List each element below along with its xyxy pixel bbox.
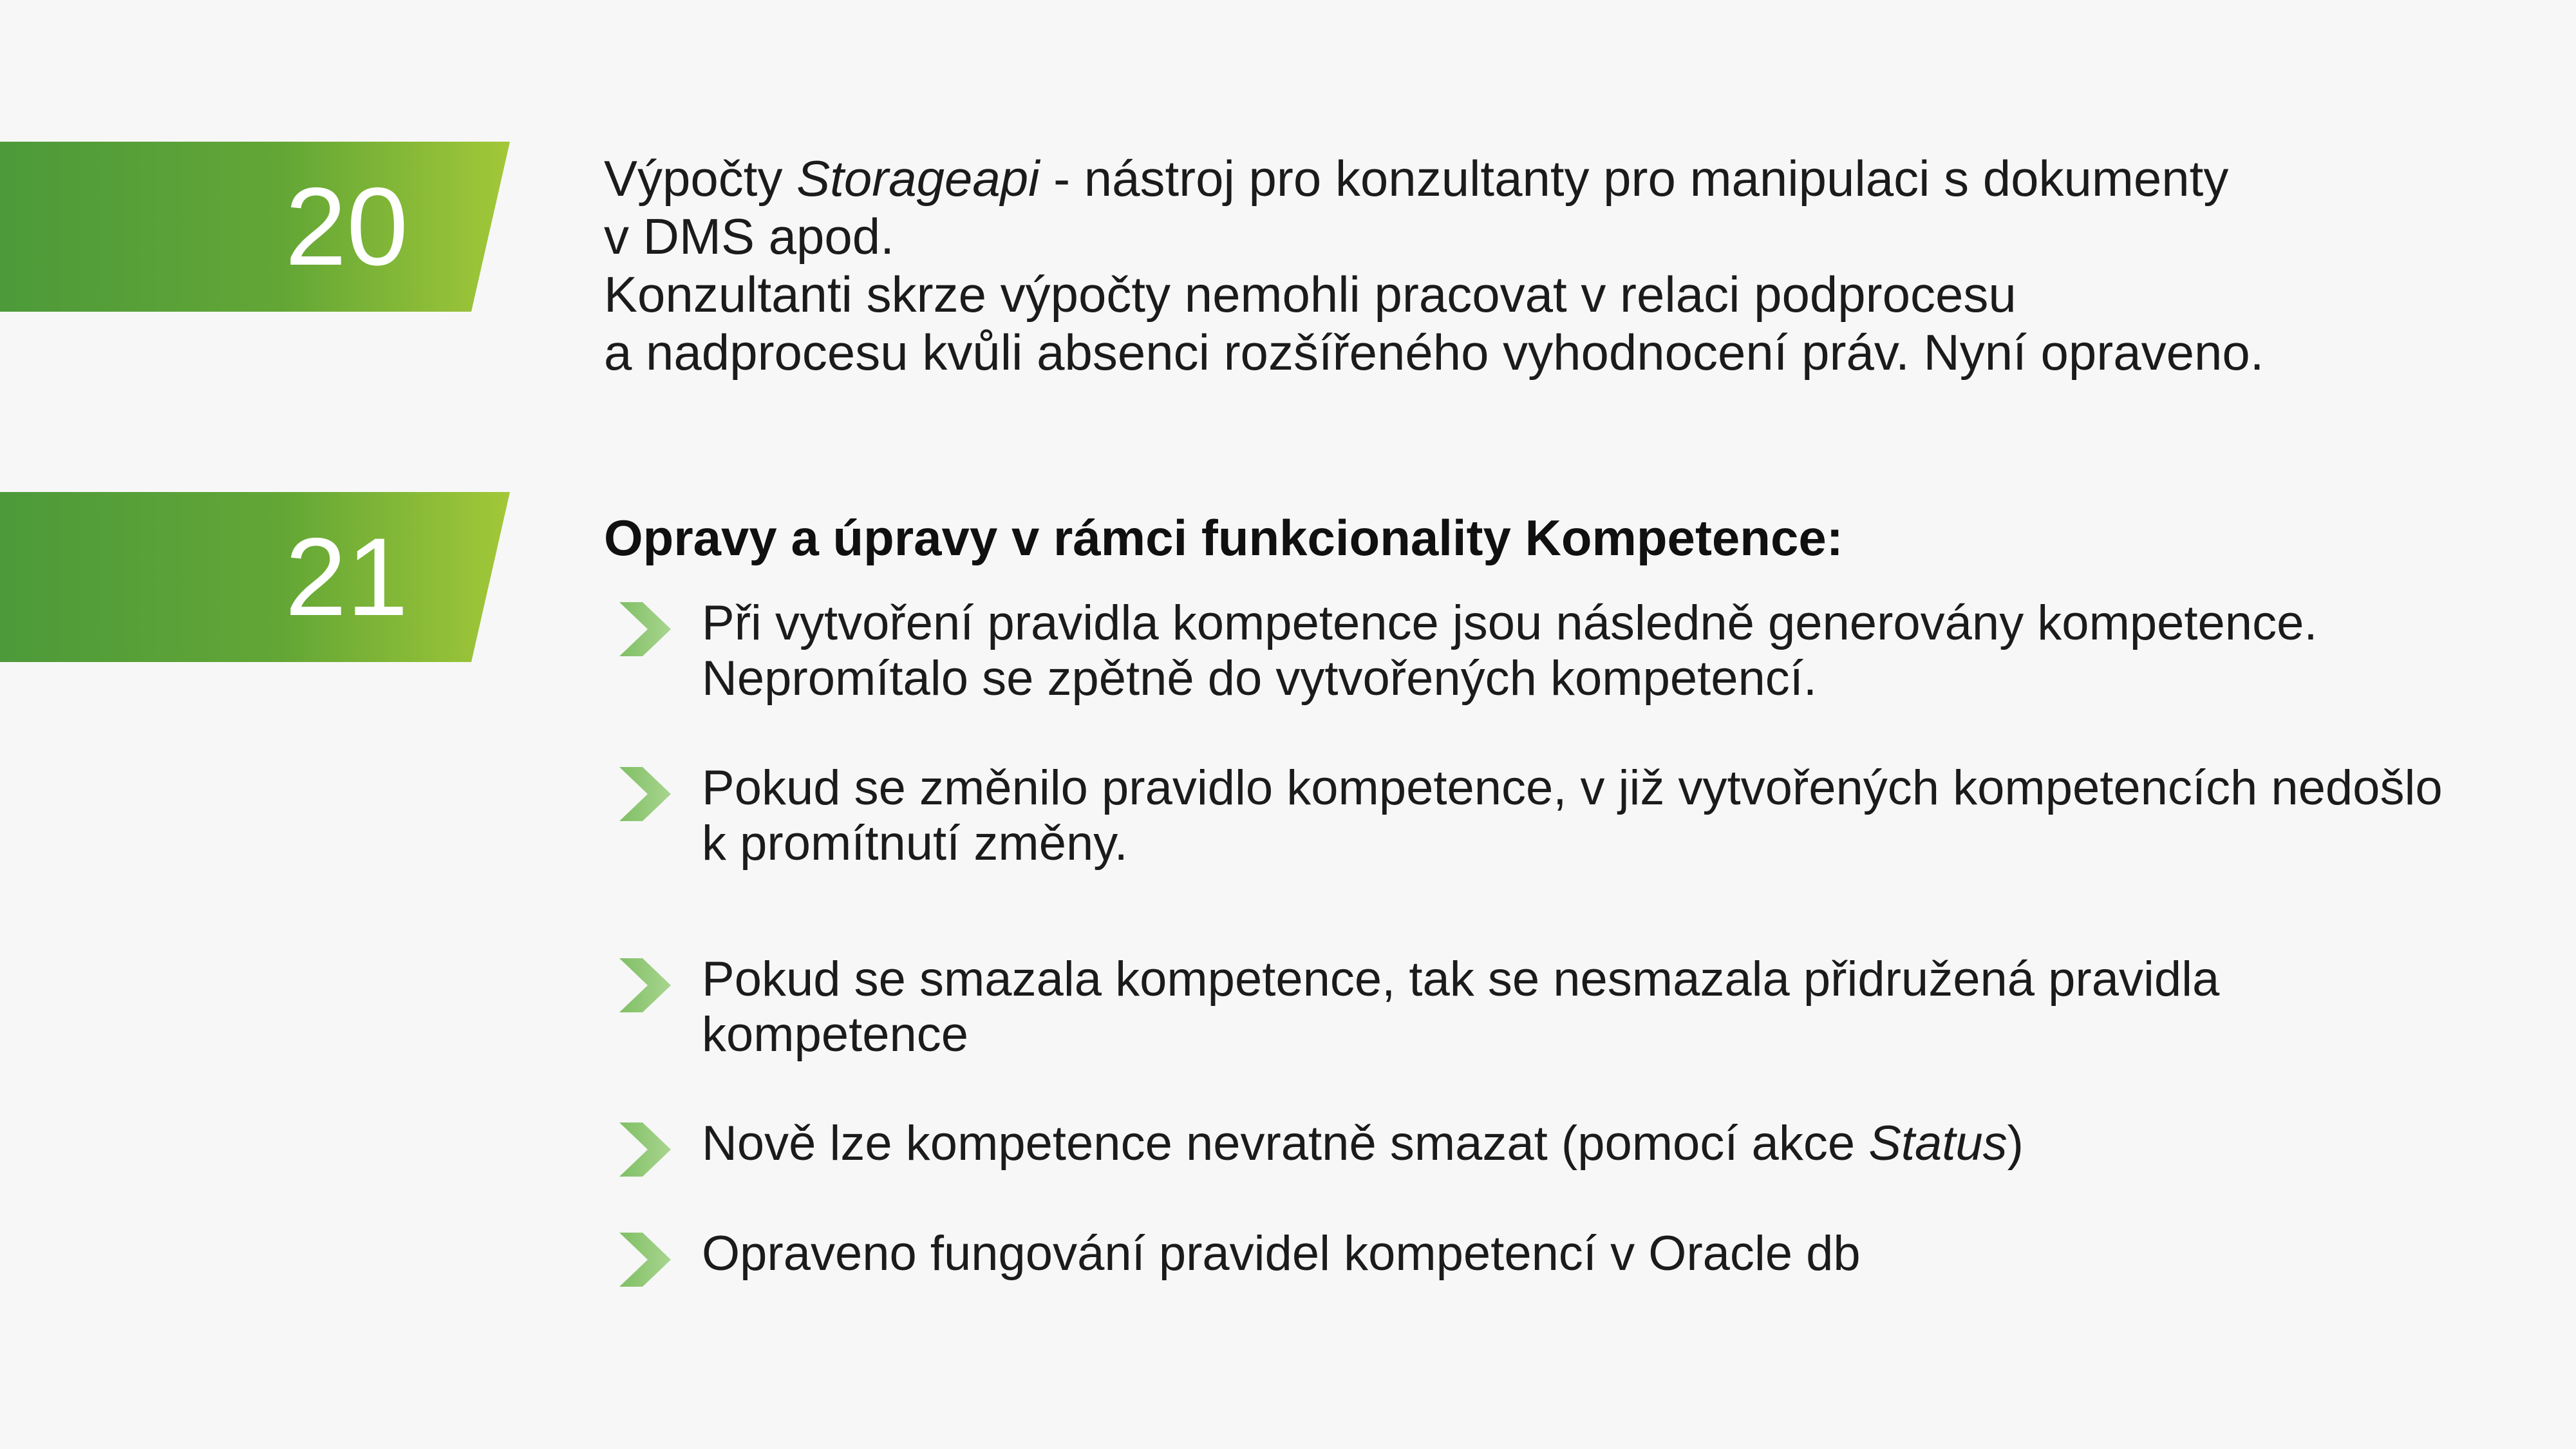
list-item-line: Opraveno fungování pravidel kompetencí v Oracle db [702, 1226, 1861, 1281]
list-item-text [702, 596, 2550, 706]
badge-number: 20 [285, 165, 408, 289]
item-20-line-1 [604, 149, 2503, 207]
list-item-text [702, 952, 2550, 1063]
list-item-line [702, 1116, 2550, 1171]
chevron-right-icon [619, 767, 671, 821]
item-20-line-4: a nadprocesu kvůli absenci rozšířeného vyhodnocení práv. Nyní opraveno. [604, 324, 2264, 381]
list-item-text [702, 1116, 2550, 1171]
chevron-right-icon [619, 602, 671, 656]
list-item-line: Pokud se změnilo pravidlo kompetence, v již vytvořených kompetencích nedošlo [702, 761, 2443, 815]
text-run: ) [2007, 1116, 2024, 1171]
item-20-line-3: Konzultanti skrze výpočty nemohli pracovat v relaci podprocesu [604, 266, 2017, 323]
badge-number: 21 [285, 515, 408, 639]
number-badge-21 [0, 492, 510, 662]
list-item-line: Při vytvoření pravidla kompetence jsou následně generovány kompetence. [702, 596, 2318, 650]
list-item-line: Pokud se smazala kompetence, tak se nesmazala přidružená pravidla [702, 952, 2220, 1007]
list-item-text [702, 1226, 2550, 1282]
number-badge-20 [0, 142, 510, 312]
item-20-line-2: v DMS apod. [604, 208, 894, 265]
list-item-text [702, 761, 2550, 871]
chevron-right-icon [619, 1122, 671, 1177]
italic-term: Status [1868, 1116, 2007, 1171]
text-run: Výpočty [604, 150, 797, 207]
chevron-right-icon [619, 958, 671, 1012]
item-20-description [604, 149, 2503, 381]
text-run: - nástroj pro konzultanty pro manipulaci s dokumenty [1039, 150, 2229, 207]
list-item-line: Nepromítalo se zpětně do vytvořených kompetencí. [702, 651, 1818, 706]
list-item-line: kompetence [702, 1007, 969, 1062]
italic-term: Storageapi [796, 150, 1040, 207]
chevron-right-icon [619, 1233, 671, 1287]
item-21-heading: Opravy a úpravy v rámci funkcionality Kompetence: [604, 509, 1843, 566]
list-item-line: k promítnutí změny. [702, 816, 1128, 871]
text-run: Nově lze kompetence nevratně smazat (pomocí akce [702, 1116, 1869, 1171]
